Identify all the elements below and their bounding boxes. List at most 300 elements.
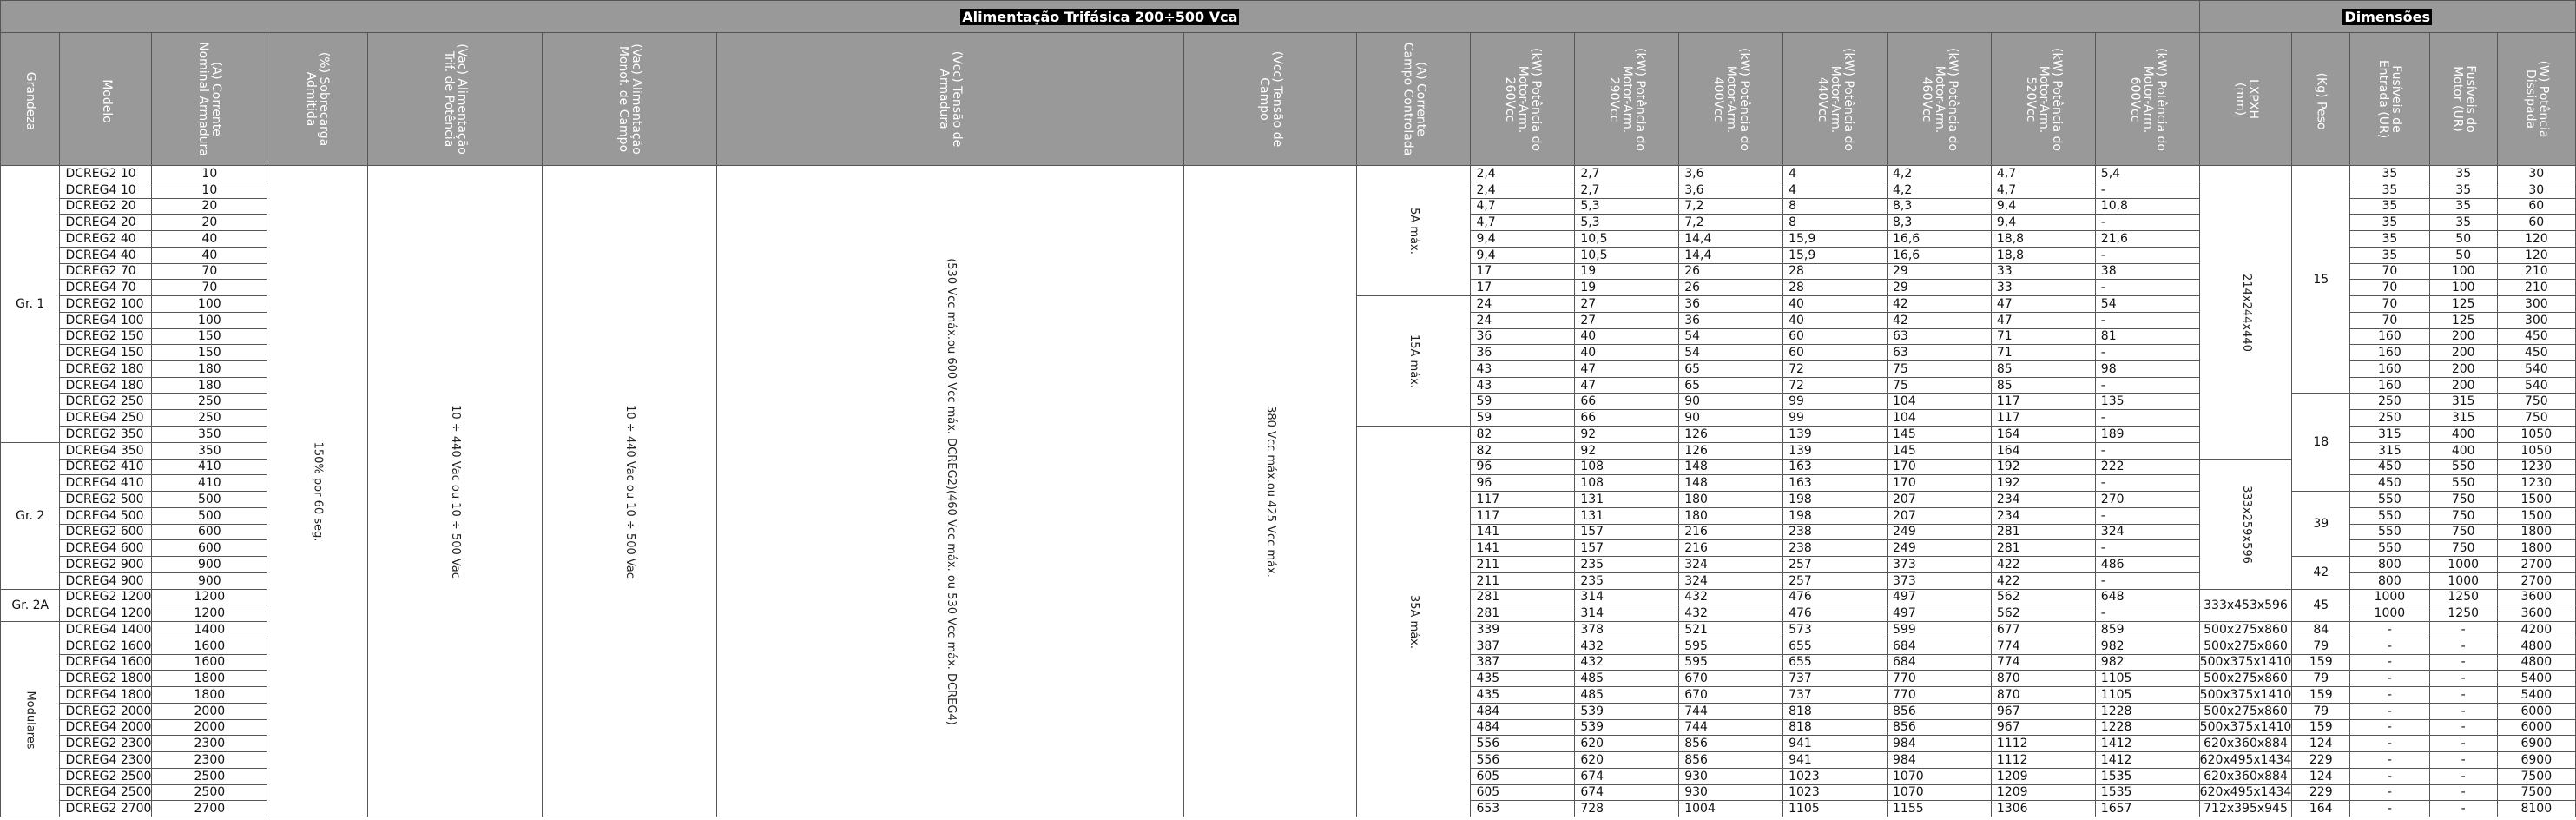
corrente-cell: 2500 xyxy=(152,768,267,784)
potencia-dissipada-cell: 5400 xyxy=(2497,671,2575,687)
power-cell: 556 xyxy=(1471,736,1575,752)
power-cell: 1023 xyxy=(1783,784,1888,801)
power-cell: 216 xyxy=(1679,540,1783,557)
corrente-cell: 2500 xyxy=(152,784,267,801)
dim-cell: 620x495x1434 xyxy=(2199,752,2292,767)
power-cell: 7,2 xyxy=(1679,198,1783,215)
power-cell: 192 xyxy=(1991,475,2095,492)
power-cell: 42 xyxy=(1888,296,1992,313)
model-cell: DCREG4 10 xyxy=(60,182,152,198)
power-cell: 117 xyxy=(1991,410,2095,427)
power-cell: 677 xyxy=(1991,622,2095,638)
fusivel-motor-cell: - xyxy=(2429,687,2497,704)
power-cell: 4 xyxy=(1783,166,1888,182)
dim-cell: 620x495x1434 xyxy=(2199,785,2292,800)
power-cell: 1105 xyxy=(2095,671,2199,687)
power-cell: 148 xyxy=(1679,475,1783,492)
campo-15a-cell-text: 15A máx. xyxy=(1407,334,1421,389)
power-cell: 47 xyxy=(1991,296,2095,313)
corrente-cell: 150 xyxy=(152,345,267,361)
fusivel-motor-cell: - xyxy=(2429,736,2497,752)
power-cell: 595 xyxy=(1679,638,1783,654)
power-cell: 521 xyxy=(1679,622,1783,638)
potencia-dissipada-cell: 7500 xyxy=(2497,768,2575,784)
fusivel-motor-cell: 1000 xyxy=(2429,572,2497,589)
power-cell: 10,8 xyxy=(2095,198,2199,215)
power-cell: 605 xyxy=(1471,768,1575,784)
power-cell: 539 xyxy=(1575,703,1679,719)
column-header-label: (A) Corrente Campo Controlada xyxy=(1400,42,1428,156)
dim-cell: 500x275x860 xyxy=(2199,703,2292,719)
power-cell: 9,4 xyxy=(1991,215,2095,231)
power-cell: 141 xyxy=(1471,540,1575,557)
power-cell: 378 xyxy=(1575,622,1679,638)
model-cell: DCREG4 1800 xyxy=(60,687,152,704)
corrente-cell: 2300 xyxy=(152,736,267,752)
power-cell: 595 xyxy=(1679,654,1783,671)
power-cell: 82 xyxy=(1471,427,1575,443)
dim-cell: 500x275x860 xyxy=(2199,638,2292,654)
model-cell: DCREG2 2500 xyxy=(60,768,152,784)
power-cell: 66 xyxy=(1575,393,1679,410)
power-cell: 40 xyxy=(1575,328,1679,345)
corrente-cell: 250 xyxy=(152,393,267,410)
potencia-dissipada-cell: 6900 xyxy=(2497,752,2575,769)
column-header xyxy=(2292,33,2350,166)
corrente-cell: 1400 xyxy=(152,622,267,638)
fusivel-motor-cell: 315 xyxy=(2429,410,2497,427)
fusivel-entrada-cell: 1000 xyxy=(2350,605,2429,622)
power-cell: 281 xyxy=(1471,605,1575,622)
power-cell: 670 xyxy=(1679,687,1783,704)
power-cell: 774 xyxy=(1991,638,2095,654)
peso-cell: 79 xyxy=(2292,671,2350,687)
campo-35a-cell-text: 35A máx. xyxy=(1407,594,1421,650)
power-cell: 573 xyxy=(1783,622,1888,638)
fusivel-entrada-cell: 800 xyxy=(2350,557,2429,573)
power-cell: 2,7 xyxy=(1575,182,1679,198)
group-gr2 xyxy=(1,442,60,589)
power-cell: 728 xyxy=(1575,801,1679,817)
power-cell: - xyxy=(2095,507,2199,524)
power-cell: 157 xyxy=(1575,540,1679,557)
power-cell: 43 xyxy=(1471,361,1575,378)
power-cell: 82 xyxy=(1471,442,1575,459)
power-cell: 19 xyxy=(1575,280,1679,296)
peso-cell: 229 xyxy=(2292,784,2350,801)
dim-cell: 500x375x1410 xyxy=(2199,720,2292,735)
fusivel-entrada-cell: - xyxy=(2350,703,2429,719)
tensao-armadura-cell-text: (530 Vcc máx.ou 600 Vcc máx. DCREG2)(460 Vcc máx. ou 530 Vcc máx. DCREG4) xyxy=(944,258,958,725)
power-cell: 605 xyxy=(1471,784,1575,801)
power-cell: 1070 xyxy=(1888,784,1992,801)
power-cell: 43 xyxy=(1471,377,1575,393)
power-cell: 1228 xyxy=(2095,719,2199,736)
peso-cell: 79 xyxy=(2292,638,2350,654)
power-cell: 192 xyxy=(1991,459,2095,475)
power-cell: 1112 xyxy=(1991,752,2095,769)
power-cell: 135 xyxy=(2095,393,2199,410)
power-cell: 967 xyxy=(1991,719,2095,736)
power-cell: 63 xyxy=(1888,328,1992,345)
power-cell: 4,7 xyxy=(1991,166,2095,182)
fusivel-motor-cell: - xyxy=(2429,719,2497,736)
column-header-label: (Vac) Alimentação Trif. de Potência xyxy=(441,43,469,155)
column-header-label: (kW) Potência do Motor-Arm. 520Vcc xyxy=(2023,47,2064,151)
power-cell: 139 xyxy=(1783,442,1888,459)
power-cell: 324 xyxy=(1679,557,1783,573)
corrente-cell: 1200 xyxy=(152,589,267,605)
power-cell: 72 xyxy=(1783,377,1888,393)
peso-cell: 84 xyxy=(2292,622,2350,638)
dim-cell: 333x453x596 xyxy=(2199,589,2292,622)
column-header xyxy=(60,33,152,166)
power-cell: 24 xyxy=(1471,296,1575,313)
fusivel-entrada-cell: 70 xyxy=(2350,280,2429,296)
power-cell: 15,9 xyxy=(1783,247,1888,263)
fusivel-entrada-cell: - xyxy=(2350,752,2429,769)
power-cell: 139 xyxy=(1783,427,1888,443)
corrente-cell: 350 xyxy=(152,427,267,443)
power-cell: 54 xyxy=(1679,345,1783,361)
potencia-dissipada-cell: 4800 xyxy=(2497,654,2575,671)
corrente-cell: 150 xyxy=(152,328,267,345)
power-cell: - xyxy=(2095,247,2199,263)
power-cell: 1070 xyxy=(1888,768,1992,784)
fusivel-motor-cell: - xyxy=(2429,654,2497,671)
model-cell: DCREG2 10 xyxy=(60,166,152,182)
model-cell: DCREG2 2000 xyxy=(60,703,152,719)
power-cell: 2,4 xyxy=(1471,166,1575,182)
power-cell: - xyxy=(2095,475,2199,492)
corrente-cell: 180 xyxy=(152,377,267,393)
power-cell: 211 xyxy=(1471,572,1575,589)
potencia-dissipada-cell: 3600 xyxy=(2497,589,2575,605)
peso-42-cell xyxy=(2292,557,2350,590)
power-cell: 5,3 xyxy=(1575,198,1679,215)
corrente-cell: 600 xyxy=(152,524,267,540)
model-cell: DCREG2 600 xyxy=(60,524,152,540)
power-cell: 3,6 xyxy=(1679,166,1783,182)
corrente-cell: 250 xyxy=(152,410,267,427)
potencia-dissipada-cell: 120 xyxy=(2497,247,2575,263)
column-header xyxy=(2497,33,2575,166)
power-cell: 163 xyxy=(1783,475,1888,492)
peso-cell: 164 xyxy=(2292,801,2350,817)
corrente-cell: 100 xyxy=(152,296,267,313)
power-cell: 47 xyxy=(1991,312,2095,328)
power-cell: 387 xyxy=(1471,638,1575,654)
fusivel-entrada-cell: 315 xyxy=(2350,427,2429,443)
power-cell: 170 xyxy=(1888,459,1992,475)
power-cell: 170 xyxy=(1888,475,1992,492)
peso-cell: 124 xyxy=(2292,736,2350,752)
power-cell: 930 xyxy=(1679,768,1783,784)
model-cell: DCREG4 350 xyxy=(60,442,152,459)
group-modulares xyxy=(1,622,60,817)
fusivel-entrada-cell: 35 xyxy=(2350,215,2429,231)
peso-cell: 159 xyxy=(2292,687,2350,704)
power-cell: 1209 xyxy=(1991,784,2095,801)
power-cell: 737 xyxy=(1783,671,1888,687)
column-header-label: (kW) Potência do Motor-Arm. 260Vcc xyxy=(1503,47,1544,151)
column-header-label: (W) Potência Dissipada xyxy=(2523,60,2551,138)
model-cell: DCREG2 2300 xyxy=(60,736,152,752)
fusivel-motor-cell: 125 xyxy=(2429,312,2497,328)
column-header-label: (kW) Potência do Motor-Arm. 290Vcc xyxy=(1607,47,1648,151)
peso-15-cell-text: 15 xyxy=(2313,272,2329,287)
alim-monof-cell xyxy=(542,166,716,817)
fusivel-motor-cell: 750 xyxy=(2429,492,2497,508)
column-header-label: (A) Corrente Nominal Armadura xyxy=(196,42,224,156)
power-cell: 497 xyxy=(1888,605,1992,622)
column-header xyxy=(267,33,368,166)
power-cell: 744 xyxy=(1679,703,1783,719)
group-gr2a-text: Gr. 2A xyxy=(11,598,49,612)
power-cell: 1535 xyxy=(2095,784,2199,801)
fusivel-entrada-cell: 250 xyxy=(2350,410,2429,427)
power-cell: 670 xyxy=(1679,671,1783,687)
power-cell: 5,4 xyxy=(2095,166,2199,182)
power-cell: 98 xyxy=(2095,361,2199,378)
power-cell: 207 xyxy=(1888,492,1992,508)
potencia-dissipada-cell: 1500 xyxy=(2497,507,2575,524)
model-cell: DCREG4 1200 xyxy=(60,605,152,622)
corrente-cell: 70 xyxy=(152,280,267,296)
power-cell: 982 xyxy=(2095,654,2199,671)
fusivel-motor-cell: 100 xyxy=(2429,263,2497,280)
model-cell: DCREG4 1600 xyxy=(60,654,152,671)
fusivel-entrada-cell: 160 xyxy=(2350,345,2429,361)
column-header-label: (kW) Potência do Motor-Arm. 400Vcc xyxy=(1711,47,1752,151)
fusivel-entrada-cell: - xyxy=(2350,687,2429,704)
corrente-cell: 100 xyxy=(152,312,267,328)
power-cell: 982 xyxy=(2095,638,2199,654)
alim-trif-cell-text: 10 ÷ 440 Vac ou 10 ÷ 500 Vac xyxy=(448,405,462,579)
power-cell: 29 xyxy=(1888,263,1992,280)
potencia-dissipada-cell: 6000 xyxy=(2497,703,2575,719)
banner-alimentacao xyxy=(1,1,2200,33)
power-cell: 59 xyxy=(1471,393,1575,410)
alim-trif-cell xyxy=(368,166,543,817)
potencia-dissipada-cell: 300 xyxy=(2497,312,2575,328)
fusivel-motor-cell: 400 xyxy=(2429,442,2497,459)
power-cell: 92 xyxy=(1575,442,1679,459)
corrente-cell: 2000 xyxy=(152,719,267,736)
power-cell: - xyxy=(2095,377,2199,393)
power-cell: 432 xyxy=(1575,638,1679,654)
power-cell: 108 xyxy=(1575,459,1679,475)
model-cell: DCREG2 150 xyxy=(60,328,152,345)
power-cell: 71 xyxy=(1991,345,2095,361)
power-cell: 1112 xyxy=(1991,736,2095,752)
power-cell: 2,7 xyxy=(1575,166,1679,182)
fusivel-entrada-cell: 550 xyxy=(2350,507,2429,524)
column-header-label: Modelo xyxy=(99,78,114,123)
power-cell: 10,5 xyxy=(1575,231,1679,248)
power-cell: 4,7 xyxy=(1471,215,1575,231)
fusivel-entrada-cell: 70 xyxy=(2350,263,2429,280)
power-cell: 42 xyxy=(1888,312,1992,328)
power-cell: 65 xyxy=(1679,361,1783,378)
power-cell: 373 xyxy=(1888,557,1992,573)
fusivel-entrada-cell: 160 xyxy=(2350,328,2429,345)
power-cell: 599 xyxy=(1888,622,1992,638)
potencia-dissipada-cell: 4800 xyxy=(2497,638,2575,654)
power-cell: 422 xyxy=(1991,572,2095,589)
power-cell: 27 xyxy=(1575,312,1679,328)
model-cell: DCREG2 500 xyxy=(60,492,152,508)
power-cell: 238 xyxy=(1783,524,1888,540)
power-cell: 870 xyxy=(1991,687,2095,704)
power-cell: 270 xyxy=(2095,492,2199,508)
power-cell: 984 xyxy=(1888,736,1992,752)
model-cell: DCREG4 2300 xyxy=(60,752,152,769)
dim-gr2-cell xyxy=(2199,459,2292,589)
power-cell: 281 xyxy=(1991,540,2095,557)
potencia-dissipada-cell: 120 xyxy=(2497,231,2575,248)
corrente-cell: 1800 xyxy=(152,687,267,704)
power-cell: 36 xyxy=(1679,296,1783,313)
potencia-dissipada-cell: 1230 xyxy=(2497,475,2575,492)
fusivel-entrada-cell: - xyxy=(2350,654,2429,671)
power-cell: 17 xyxy=(1471,280,1575,296)
power-cell: 47 xyxy=(1575,361,1679,378)
power-cell: 1155 xyxy=(1888,801,1992,817)
potencia-dissipada-cell: 3600 xyxy=(2497,605,2575,622)
potencia-dissipada-cell: 540 xyxy=(2497,361,2575,378)
model-cell: DCREG2 2700 xyxy=(60,801,152,817)
power-cell: 655 xyxy=(1783,654,1888,671)
power-cell: 941 xyxy=(1783,752,1888,769)
column-header-label: (%) Sobrecarga Admitida xyxy=(304,51,332,147)
peso-cell: 159 xyxy=(2292,719,2350,736)
potencia-dissipada-cell: 450 xyxy=(2497,345,2575,361)
fusivel-entrada-cell: 250 xyxy=(2350,393,2429,410)
model-cell: DCREG4 500 xyxy=(60,507,152,524)
power-cell: 26 xyxy=(1679,263,1783,280)
fusivel-entrada-cell: - xyxy=(2350,801,2429,817)
fusivel-entrada-cell: - xyxy=(2350,784,2429,801)
group-gr2-text: Gr. 2 xyxy=(16,508,45,523)
model-cell: DCREG2 900 xyxy=(60,557,152,573)
power-cell: - xyxy=(2095,605,2199,622)
power-cell: 90 xyxy=(1679,410,1783,427)
power-cell: 774 xyxy=(1991,654,2095,671)
power-cell: 222 xyxy=(2095,459,2199,475)
table-body xyxy=(1,166,2576,817)
model-cell: DCREG2 410 xyxy=(60,459,152,475)
corrente-cell: 1200 xyxy=(152,605,267,622)
fusivel-entrada-cell: 35 xyxy=(2350,198,2429,215)
corrente-cell: 900 xyxy=(152,572,267,589)
corrente-cell: 900 xyxy=(152,557,267,573)
power-cell: 432 xyxy=(1679,605,1783,622)
power-cell: 16,6 xyxy=(1888,231,1992,248)
model-cell: DCREG4 2500 xyxy=(60,784,152,801)
model-cell: DCREG2 100 xyxy=(60,296,152,313)
column-header xyxy=(1,33,60,166)
dim-gr2-cell-text: 333x259x596 xyxy=(2239,485,2253,564)
peso-cell: 45 xyxy=(2292,589,2350,622)
model-cell: DCREG2 1600 xyxy=(60,638,152,654)
power-cell: 10,5 xyxy=(1575,247,1679,263)
potencia-dissipada-cell: 210 xyxy=(2497,280,2575,296)
power-cell: 131 xyxy=(1575,492,1679,508)
fusivel-motor-cell: 750 xyxy=(2429,507,2497,524)
power-cell: 33 xyxy=(1991,263,2095,280)
power-cell: 1004 xyxy=(1679,801,1783,817)
power-cell: 54 xyxy=(2095,296,2199,313)
column-header xyxy=(2095,33,2199,166)
potencia-dissipada-cell: 540 xyxy=(2497,377,2575,393)
peso-cell: 124 xyxy=(2292,768,2350,784)
power-cell: 684 xyxy=(1888,654,1992,671)
power-cell: 967 xyxy=(1991,703,2095,719)
sobrecarga-cell xyxy=(267,166,368,817)
potencia-dissipada-cell: 1800 xyxy=(2497,540,2575,557)
power-cell: 1657 xyxy=(2095,801,2199,817)
power-cell: 281 xyxy=(1991,524,2095,540)
power-cell: 1228 xyxy=(2095,703,2199,719)
power-cell: 737 xyxy=(1783,687,1888,704)
power-cell: 40 xyxy=(1783,296,1888,313)
campo-5a-cell-text: 5A máx. xyxy=(1407,208,1421,255)
model-cell: DCREG2 180 xyxy=(60,361,152,378)
power-cell: 54 xyxy=(1679,328,1783,345)
potencia-dissipada-cell: 30 xyxy=(2497,166,2575,182)
fusivel-entrada-cell: 315 xyxy=(2350,442,2429,459)
power-cell: 249 xyxy=(1888,524,1992,540)
power-cell: - xyxy=(2095,410,2199,427)
power-cell: - xyxy=(2095,572,2199,589)
fusivel-motor-cell: 200 xyxy=(2429,328,2497,345)
power-cell: 476 xyxy=(1783,605,1888,622)
column-header-label: Fusíveis do Motor (UR) xyxy=(2450,65,2478,133)
power-cell: 14,4 xyxy=(1679,231,1783,248)
model-cell: DCREG4 410 xyxy=(60,475,152,492)
power-cell: 96 xyxy=(1471,475,1575,492)
power-cell: 485 xyxy=(1575,671,1679,687)
power-cell: 126 xyxy=(1679,427,1783,443)
fusivel-motor-cell: - xyxy=(2429,784,2497,801)
column-header-label: LXPXH (mm) xyxy=(2232,79,2260,119)
power-cell: 984 xyxy=(1888,752,1992,769)
fusivel-motor-cell: 50 xyxy=(2429,247,2497,263)
model-cell: DCREG4 600 xyxy=(60,540,152,557)
power-cell: 744 xyxy=(1679,719,1783,736)
power-cell: 281 xyxy=(1471,589,1575,605)
power-cell: 1412 xyxy=(2095,752,2199,769)
power-cell: 235 xyxy=(1575,557,1679,573)
power-cell: - xyxy=(2095,215,2199,231)
power-cell: 856 xyxy=(1888,719,1992,736)
power-cell: 1023 xyxy=(1783,768,1888,784)
potencia-dissipada-cell: 1050 xyxy=(2497,427,2575,443)
power-cell: 33 xyxy=(1991,280,2095,296)
power-cell: 164 xyxy=(1991,442,2095,459)
power-cell: 235 xyxy=(1575,572,1679,589)
fusivel-motor-cell: 1250 xyxy=(2429,589,2497,605)
banner-row xyxy=(1,1,2576,33)
power-cell: 117 xyxy=(1471,492,1575,508)
power-cell: 1105 xyxy=(2095,687,2199,704)
potencia-dissipada-cell: 2700 xyxy=(2497,557,2575,573)
power-cell: 126 xyxy=(1679,442,1783,459)
power-cell: 314 xyxy=(1575,589,1679,605)
peso-42-cell-text: 42 xyxy=(2313,565,2329,580)
column-header-label: (Vac) Alimentação Monof. de Campo xyxy=(616,43,643,155)
